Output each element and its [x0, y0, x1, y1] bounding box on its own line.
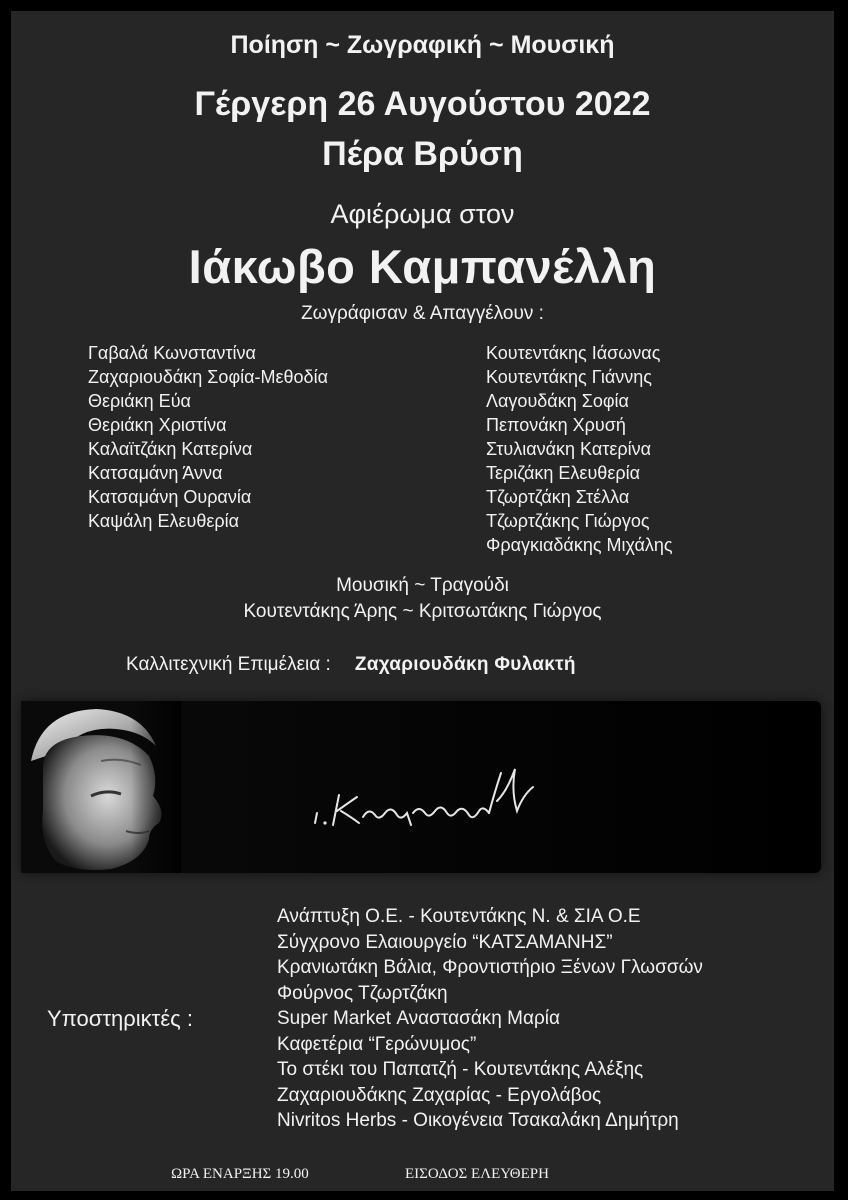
poster-subtitle: Ποίηση ~ Ζωγραφική ~ Μουσική: [230, 31, 615, 59]
event-place: Πέρα Βρύση: [322, 135, 523, 173]
participant-name: Στυλιανάκη Κατερίνα: [486, 439, 652, 459]
participants-right-column: [486, 341, 673, 557]
sponsor-item: Σύγχρονο Ελαιουργείο “ΚΑΤΣΑΜΑΝΗΣ”: [277, 931, 613, 953]
event-date: Γέργερη 26 Αυγούστου 2022: [194, 85, 651, 123]
participant-name: Θεριάκη Εύα: [88, 391, 191, 411]
participant-name: Καλαϊτζάκη Κατερίνα: [88, 439, 253, 459]
sponsors-list: [277, 904, 703, 1134]
participant-name: Θεριάκη Χριστίνα: [88, 415, 227, 435]
sponsor-item: Nivritos Herbs - Οικογένεια Τσακαλάκη Δημήτρη: [277, 1110, 679, 1131]
honoree-name: Ιάκωβο Καμπανέλλη: [188, 240, 657, 293]
sponsor-item: Ζαχαριουδάκης Ζαχαρίας - Εργολάβος: [277, 1084, 602, 1106]
participant-name: Κουτεντάκης Ιάσωνας: [486, 343, 661, 363]
curation-label: Καλλιτεχνική Επιμέλεια :: [126, 654, 331, 675]
music-heading: Μουσική ~ Τραγούδι: [336, 575, 509, 596]
participant-name: Φραγκιαδάκης Μιχάλης: [486, 535, 673, 555]
sponsor-item: Κρανιωτάκη Βάλια, Φροντιστήριο Ξένων Γλωσσών: [277, 957, 703, 978]
music-performers: Κουτεντάκης Άρης ~ Κριτσωτάκης Γιώργος: [243, 601, 602, 622]
event-poster: [11, 11, 834, 1191]
participant-name: Τζωρτζάκη Στέλλα: [486, 487, 630, 507]
sponsor-item: Φούρνος Τζωρτζάκη: [277, 982, 448, 1004]
participant-name: Κουτεντάκης Γιάννης: [486, 367, 652, 387]
participant-name: Τζωρτζάκης Γιώργος: [486, 511, 650, 531]
sponsor-item: Το στέκι του Παπατζή - Κουτεντάκης Αλέξης: [277, 1059, 644, 1080]
curator-name: Ζαχαριουδάκη Φυλακτή: [354, 654, 576, 675]
sponsors-label: Υποστηρικτές :: [47, 1006, 194, 1031]
participant-name: Λαγουδάκη Σοφία: [486, 391, 629, 411]
participant-name: Κατσαμάνη Άννα: [88, 463, 223, 483]
participant-name: Κατσαμάνη Ουρανία: [88, 487, 252, 507]
portrait-photo-icon: [21, 701, 181, 873]
sponsor-item: Ανάπτυξη Ο.Ε. - Κουτεντάκης Ν. & ΣΙΑ Ο.Ε: [277, 906, 641, 927]
participant-name: Γαβαλά Κωνσταντίνα: [88, 343, 256, 363]
start-time: ΩΡΑ ΕΝΑΡΞΗΣ 19.00: [171, 1166, 309, 1182]
participants-left-column: [88, 341, 328, 533]
participant-name: Καψάλη Ελευθερία: [88, 511, 239, 531]
participant-name: Ζαχαριουδάκη Σοφία-Μεθοδία: [88, 367, 328, 387]
sponsor-item: Super Market Αναστασάκη Μαρία: [277, 1008, 560, 1029]
photo-band: [21, 701, 821, 873]
participant-name: Τεριζάκη Ελευθερία: [486, 463, 640, 483]
dedication-label: Αφιέρωμα στον: [330, 199, 515, 229]
participant-name: Πεπονάκη Χρυσή: [486, 415, 626, 435]
free-entry: ΕΙΣΟΔΟΣ ΕΛΕΥΘΕΡΗ: [405, 1166, 549, 1182]
artistic-curation: [126, 654, 576, 676]
handwritten-signature-icon: [311, 751, 551, 841]
sponsor-item: Καφετέρια “Γερώνυμος”: [277, 1033, 477, 1055]
participants-heading: Ζωγράφισαν & Απαγγέλουν :: [301, 303, 544, 324]
